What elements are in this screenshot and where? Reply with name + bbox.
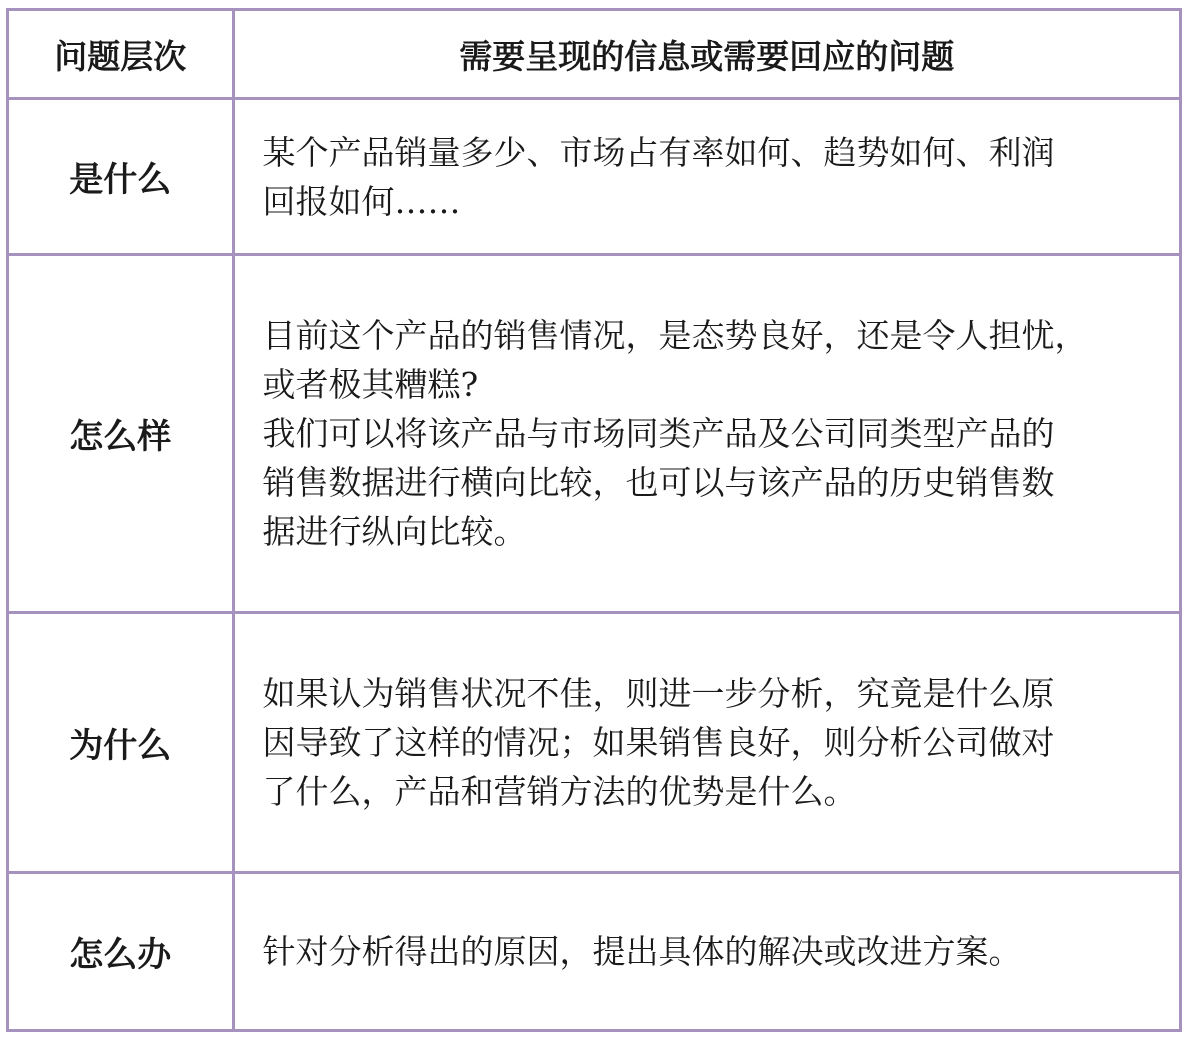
header-level: 问题层次: [9, 11, 233, 99]
level-cell: 怎么办: [9, 873, 233, 1030]
level-cell: 怎么样: [9, 255, 233, 613]
description-line: 回报如何……: [262, 181, 461, 221]
level-cell: 是什么: [9, 99, 233, 255]
description-cell: [233, 255, 1179, 613]
table: [9, 11, 1179, 1029]
description-line: 我们可以将该产品与市场同类产品及公司同类型产品的: [262, 414, 1055, 453]
table-row: [9, 99, 1179, 255]
table-row: [9, 873, 1179, 1030]
header-row: [9, 11, 1179, 99]
description-line: 或者极其糟糕?: [262, 365, 479, 404]
description-cell: [233, 613, 1179, 873]
description-line: 了什么，产品和营销方法的优势是什么。: [262, 772, 857, 811]
description-cell: [233, 873, 1179, 1030]
description-cell: [233, 99, 1179, 255]
description-line: 据进行纵向比较。: [262, 512, 527, 551]
description-line: 针对分析得出的原因，提出具体的解决或改进方案。: [262, 932, 1022, 971]
level-cell: 为什么: [9, 613, 233, 873]
header-info: 需要呈现的信息或需要回应的问题: [233, 11, 1179, 99]
description-line: 因导致了这样的情况；如果销售良好，则分析公司做对: [262, 723, 1055, 762]
description-line: 销售数据进行横向比较，也可以与该产品的历史销售数: [262, 463, 1055, 502]
description-line: 某个产品销量多少、市场占有率如何、趋势如何、利润: [262, 132, 1055, 172]
question-levels-table: [6, 8, 1182, 1032]
description-line: 目前这个产品的销售情况，是态势良好，还是令人担忧，: [262, 316, 1088, 355]
description-line: 如果认为销售状况不佳，则进一步分析，究竟是什么原: [262, 674, 1055, 713]
table-row: [9, 613, 1179, 873]
table-row: [9, 255, 1179, 613]
